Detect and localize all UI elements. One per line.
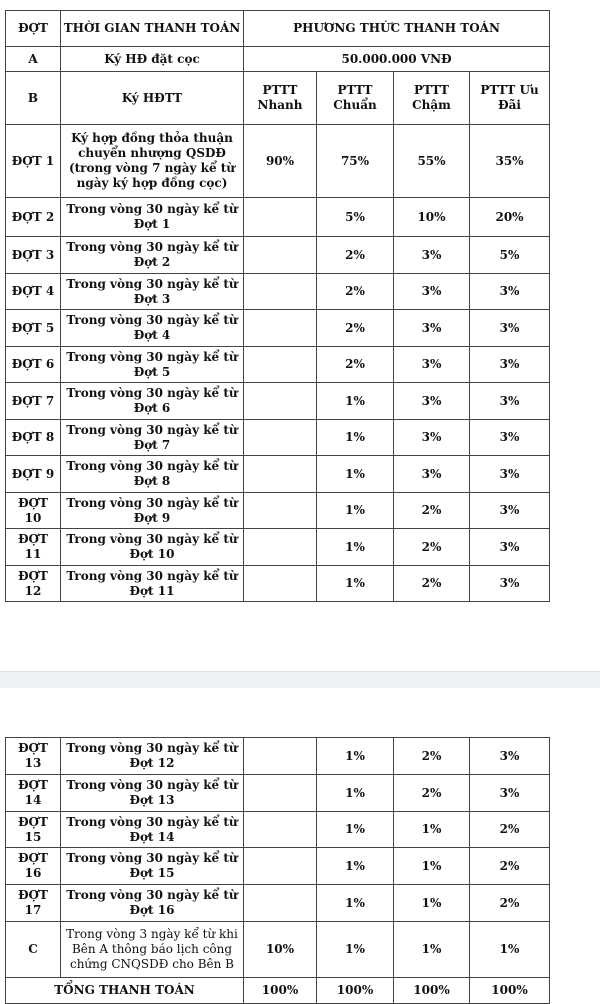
cell-uudai: 3% [470,738,550,775]
cell-chuan: 1% [317,383,394,420]
cell-chuan: 1% [317,775,394,812]
cell-uudai: 3% [470,383,550,420]
row-a-label: A [6,47,61,72]
row-label: ĐỢT 13 [6,738,61,775]
row-label: ĐỢT 9 [6,456,61,493]
table-row [6,529,550,566]
cell-nhanh [244,198,317,237]
row-label: ĐỢT 2 [6,198,61,237]
cell-uudai: 35% [470,125,550,198]
row-desc: Trong vòng 30 ngày kể từ Đợt 12 [61,738,244,775]
cell-uudai: 3% [470,420,550,456]
cell-cham: 3% [394,310,470,347]
cell-chuan: 1% [317,566,394,602]
cell-uudai: 3% [470,775,550,812]
header-row [6,11,550,47]
cell-cham: 2% [394,738,470,775]
row-desc: Trong vòng 30 ngày kể từ Đợt 8 [61,456,244,493]
cell-nhanh [244,812,317,848]
row-label: ĐỢT 11 [6,529,61,566]
header-dot: ĐỢT [6,11,61,47]
cell-nhanh [244,848,317,885]
row-desc: Trong vòng 30 ngày kể từ Đợt 2 [61,237,244,274]
cell-cham: 3% [394,383,470,420]
row-c-desc: Trong vòng 3 ngày kể từ khi Bên A thông báo lịch công chứng CNQSDĐ cho Bên B [61,922,244,978]
row-label: ĐỢT 4 [6,274,61,310]
method-nhanh: PTTT Nhanh [244,72,317,125]
method-uudai: PTTT Ưu Đãi [470,72,550,125]
cell-nhanh [244,529,317,566]
header-time: THỜI GIAN THANH TOÁN [61,11,244,47]
total-label: TỔNG THANH TOÁN [6,978,244,1004]
row-label: ĐỢT 12 [6,566,61,602]
cell-uudai: 2% [470,885,550,922]
table-row [6,566,550,602]
cell-nhanh [244,274,317,310]
row-desc: Trong vòng 30 ngày kể từ Đợt 6 [61,383,244,420]
row-c-label: C [6,922,61,978]
row-label: ĐỢT 16 [6,848,61,885]
cell-nhanh [244,383,317,420]
cell-nhanh [244,310,317,347]
total-cham: 100% [394,978,470,1004]
row-desc: Trong vòng 30 ngày kể từ Đợt 1 [61,198,244,237]
table-row [6,383,550,420]
payment-schedule-table-page-2 [5,737,550,1004]
cell-chuan: 1% [317,529,394,566]
cell-cham: 1% [394,922,470,978]
row-b [6,72,550,125]
row-desc: Trong vòng 30 ngày kể từ Đợt 7 [61,420,244,456]
row-desc: Trong vòng 30 ngày kể từ Đợt 16 [61,885,244,922]
cell-chuan: 1% [317,420,394,456]
cell-uudai: 2% [470,848,550,885]
row-c [6,922,550,978]
table-row [6,198,550,237]
cell-nhanh [244,237,317,274]
table-row [6,310,550,347]
row-desc: Trong vòng 30 ngày kể từ Đợt 9 [61,493,244,529]
cell-chuan: 1% [317,493,394,529]
cell-chuan: 2% [317,347,394,383]
cell-chuan: 1% [317,885,394,922]
cell-uudai: 3% [470,310,550,347]
cell-cham: 1% [394,812,470,848]
cell-nhanh: 10% [244,922,317,978]
row-desc: Trong vòng 30 ngày kể từ Đợt 10 [61,529,244,566]
row-label: ĐỢT 7 [6,383,61,420]
row-label: ĐỢT 5 [6,310,61,347]
row-desc: Trong vòng 30 ngày kể từ Đợt 5 [61,347,244,383]
cell-uudai: 3% [470,566,550,602]
cell-uudai: 1% [470,922,550,978]
table-row [6,812,550,848]
cell-chuan: 75% [317,125,394,198]
cell-uudai: 3% [470,493,550,529]
cell-chuan: 1% [317,812,394,848]
total-uudai: 100% [470,978,550,1004]
cell-cham: 10% [394,198,470,237]
cell-nhanh: 90% [244,125,317,198]
cell-uudai: 3% [470,274,550,310]
row-desc: Trong vòng 30 ngày kể từ Đợt 15 [61,848,244,885]
table-row [6,274,550,310]
cell-cham: 1% [394,885,470,922]
cell-uudai: 3% [470,456,550,493]
cell-nhanh [244,566,317,602]
table-row [6,456,550,493]
cell-uudai: 5% [470,237,550,274]
cell-chuan: 2% [317,237,394,274]
row-desc: Trong vòng 30 ngày kể từ Đợt 13 [61,775,244,812]
cell-chuan: 5% [317,198,394,237]
row-desc: Trong vòng 30 ngày kể từ Đợt 14 [61,812,244,848]
row-a [6,47,550,72]
row-desc: Trong vòng 30 ngày kể từ Đợt 3 [61,274,244,310]
cell-cham: 2% [394,775,470,812]
cell-chuan: 1% [317,848,394,885]
cell-cham: 1% [394,848,470,885]
row-a-amount: 50.000.000 VNĐ [244,47,550,72]
method-chuan: PTTT Chuẩn [317,72,394,125]
cell-nhanh [244,420,317,456]
separator-bar [0,672,600,688]
cell-uudai: 2% [470,812,550,848]
cell-nhanh [244,885,317,922]
row-desc: Trong vòng 30 ngày kể từ Đợt 11 [61,566,244,602]
row-label: ĐỢT 17 [6,885,61,922]
cell-cham: 3% [394,420,470,456]
table-row [6,420,550,456]
cell-chuan: 1% [317,922,394,978]
cell-cham: 2% [394,566,470,602]
cell-nhanh [244,347,317,383]
cell-nhanh [244,738,317,775]
cell-chuan: 2% [317,310,394,347]
row-label: ĐỢT 15 [6,812,61,848]
total-chuan: 100% [317,978,394,1004]
row-label: ĐỢT 1 [6,125,61,198]
method-cham: PTTT Chậm [394,72,470,125]
cell-cham: 2% [394,529,470,566]
cell-chuan: 1% [317,456,394,493]
payment-schedule-table-page-1 [5,10,550,602]
table-row [6,347,550,383]
row-b-label: B [6,72,61,125]
cell-uudai: 3% [470,347,550,383]
row-a-desc: Ký HĐ đặt cọc [61,47,244,72]
row-label: ĐỢT 14 [6,775,61,812]
row-label: ĐỢT 10 [6,493,61,529]
cell-cham: 3% [394,347,470,383]
row-b-desc: Ký HĐTT [61,72,244,125]
cell-nhanh [244,493,317,529]
page-separator [0,632,600,720]
table-row [6,775,550,812]
row-label: ĐỢT 8 [6,420,61,456]
cell-cham: 3% [394,456,470,493]
cell-uudai: 20% [470,198,550,237]
cell-nhanh [244,456,317,493]
cell-cham: 3% [394,237,470,274]
cell-chuan: 1% [317,738,394,775]
table-row [6,885,550,922]
cell-chuan: 2% [317,274,394,310]
total-nhanh: 100% [244,978,317,1004]
table-row [6,848,550,885]
table-row [6,125,550,198]
row-desc: Ký hợp đồng thỏa thuận chuyển nhượng QSDĐ (trong vòng 7 ngày kể từ ngày ký hợp đồng cọc) [61,125,244,198]
table-row [6,738,550,775]
cell-cham: 55% [394,125,470,198]
table-row [6,493,550,529]
row-label: ĐỢT 3 [6,237,61,274]
cell-nhanh [244,775,317,812]
header-method: PHƯƠNG THỨC THANH TOÁN [244,11,550,47]
row-label: ĐỢT 6 [6,347,61,383]
cell-uudai: 3% [470,529,550,566]
row-desc: Trong vòng 30 ngày kể từ Đợt 4 [61,310,244,347]
cell-cham: 3% [394,274,470,310]
table-row [6,237,550,274]
cell-cham: 2% [394,493,470,529]
